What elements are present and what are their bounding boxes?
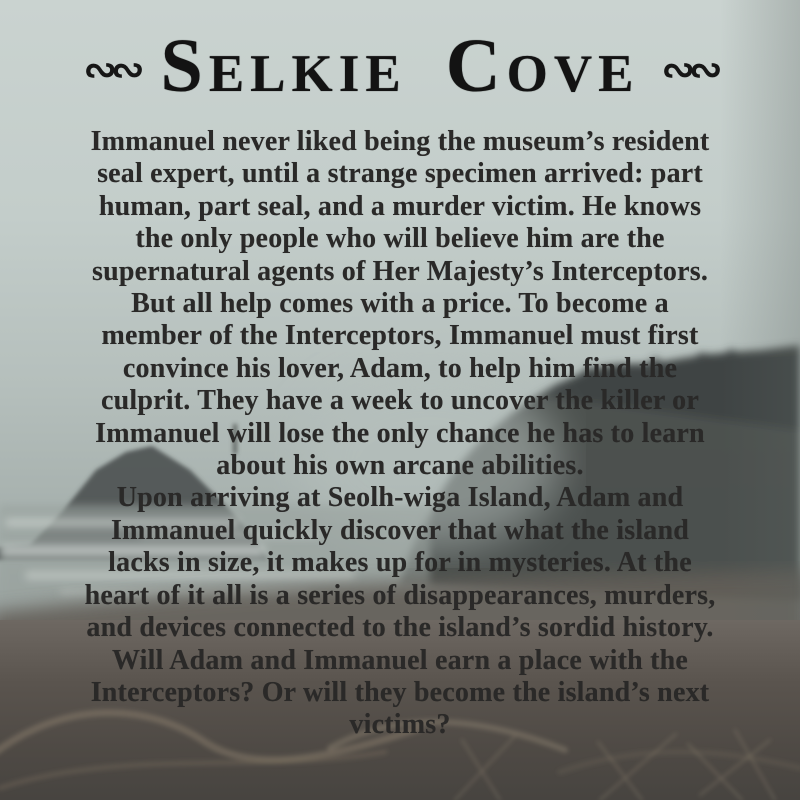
blurb-line: supernatural agents of Her Majesty’s Interceptors. — [91, 255, 709, 287]
title-row — [0, 22, 800, 110]
flourish-left-icon: ∾∾ — [83, 47, 139, 93]
blurb — [0, 126, 800, 742]
blurb-line: culprit. They have a week to uncover the killer or — [101, 385, 699, 417]
flourish-right-icon: ∾∾ — [661, 47, 717, 93]
blurb-line: lacks in size, it makes up for in mysteries. At the — [108, 547, 692, 579]
blurb-line: the only people who will believe him are the — [135, 223, 665, 255]
blurb-line: Interceptors? Or will they become the island’s next — [90, 676, 710, 708]
blurb-line: Immanuel never liked being the museum’s resident — [90, 126, 710, 157]
blurb-line: and devices connected to the island’s sordid history. — [86, 612, 714, 644]
blurb-line: human, part seal, and a murder victim. He knows — [98, 190, 702, 222]
blurb-line: Will Adam and Immanuel earn a place with the — [111, 644, 689, 676]
blurb-line: heart of it all is a series of disappearances, murders, — [84, 579, 716, 611]
blurb-line: victims? — [349, 709, 451, 741]
blurb-line: But all help comes with a price. To become a — [131, 288, 669, 320]
blurb-line: convince his lover, Adam, to help him find the — [122, 352, 678, 384]
blurb-line: Upon arriving at Seolh-wiga Island, Adam and — [116, 482, 684, 514]
blurb-line: about his own arcane abilities. — [216, 450, 584, 482]
blurb-line: member of the Interceptors, Immanuel must first — [101, 320, 699, 352]
blurb-line: Immanuel quickly discover that what the island — [110, 514, 690, 546]
book-title: Selkie Cove — [160, 24, 640, 108]
blurb-line: seal expert, until a strange specimen arrived: part — [97, 158, 703, 190]
blurb-line: Immanuel will lose the only chance he has to learn — [95, 417, 705, 449]
